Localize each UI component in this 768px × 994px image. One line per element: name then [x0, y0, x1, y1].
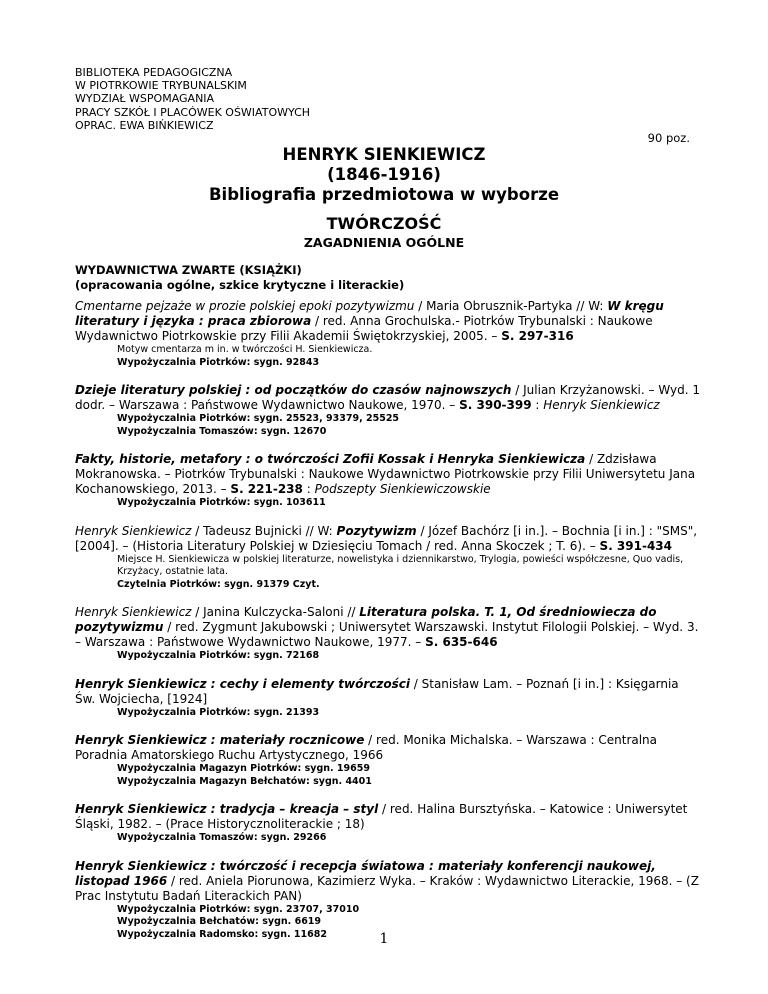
- bibliography-list: [75, 299, 700, 955]
- citation-part: Henryk Sienkiewicz: [75, 523, 192, 538]
- bibliography-entry: [75, 605, 700, 663]
- entry-location: Wypożyczalnia Tomaszów: sygn. 29266: [117, 832, 327, 843]
- citation-part: Henryk Sienkiewicz: [75, 605, 192, 619]
- entry-location: Wypożyczalnia Piotrków: sygn. 103611: [117, 497, 326, 508]
- citation-part: Henryk Sienkiewicz : tradycja – kreacja – styl: [75, 802, 379, 816]
- entry-location: Czytelnia Piotrków: sygn. 91379 Czyt.: [117, 578, 320, 590]
- header-line: PRACY SZKÓŁ I PLACÓWEK OŚWIATOWYCH: [75, 105, 311, 119]
- bibliography-entry: [75, 802, 700, 845]
- entry-citation: [75, 733, 700, 763]
- entry-citation: [75, 452, 700, 497]
- category-heading: [75, 263, 404, 293]
- citation-part: / Julian Krzyżanowski. – Wyd. 1 dodr. – Warszawa : Państwowe Wydawnictwo Naukowe, 1970. –: [75, 383, 700, 412]
- page-number: 1: [379, 931, 389, 947]
- entry-location: Wypożyczalnia Tomaszów: sygn. 12670: [117, 425, 327, 437]
- citation-part: / red. Anna Grochulska.- Piotrków Trybunalski : Naukowe Wydawnictwo Piotrkowskie przy Filii Akademii Świętokrzyskiej, 2005. –: [75, 314, 653, 343]
- category-subtitle: (opracowania ogólne, szkice krytyczne i literackie): [75, 278, 405, 292]
- entry-citation: [75, 524, 700, 554]
- citation-part: Henryk Sienkiewicz : twórczość i recepcja światowa : materiały konferencji naukowej, listopad 1966: [75, 858, 656, 888]
- item-count: 90 poz.: [647, 131, 690, 145]
- entry-location: Wypożyczalnia Piotrków: sygn. 21393: [117, 706, 320, 718]
- bibliography-entry: [75, 677, 700, 720]
- header-line: W PIOTRKOWIE TRYBUNALSKIM: [75, 79, 247, 93]
- entry-citation: [75, 677, 700, 707]
- subsection-heading: ZAGADNIENIA OGÓLNE: [303, 235, 465, 250]
- citation-part: W kręgu literatury i języka : praca zbiorowa: [75, 299, 664, 328]
- citation-part: S. 635-646: [425, 635, 498, 649]
- bibliography-entry: [75, 733, 700, 788]
- entry-location: Wypożyczalnia Piotrków: sygn. 92843: [117, 356, 320, 368]
- citation-part: / Tadeusz Bujnicki // W:: [191, 523, 337, 538]
- citation-part: / red. Aniela Piorunowa, Kazimierz Wyka. – Kraków : Wydawnictwo Literackie, 1968. – (Z Prac Instytutu Badań Literackich PAN): [75, 873, 699, 903]
- entry-location: Wypożyczalnia Piotrków: sygn. 25523, 93379, 25525: [117, 413, 400, 424]
- citation-part: / red. Zygmunt Jakubowski ; Uniwersytet Warszawski. Instytut Filologii Polskiej. – Wyd. 3. – Warszawa : Państwowe Wydawnictwo Naukowe, 1977. –: [75, 620, 699, 649]
- bibliography-entry: [75, 299, 700, 369]
- citation-part: S. 391-434: [599, 538, 673, 553]
- entry-location: Wypożyczalnia Magazyn Bełchatów: sygn. 4401: [117, 775, 372, 787]
- header-line: BIBLIOTEKA PEDAGOGICZNA: [75, 66, 233, 79]
- bibliography-entry: [75, 452, 700, 510]
- citation-part: :: [531, 398, 544, 412]
- category-title: WYDAWNICTWA ZWARTE (KSIĄŻKI): [75, 263, 302, 277]
- citation-part: S. 297-316: [501, 329, 574, 343]
- citation-part: / Stanisław Lam. – Poznań [i in.] : Księgarnia Św. Wojciecha, [1924]: [75, 676, 679, 706]
- citation-part: Cmentarne pejzaże w prozie polskiej epoki pozytywizmu: [75, 299, 415, 313]
- entry-citation: [75, 299, 700, 344]
- entry-note: Motyw cmentarza m in. w twórczości H. Sienkiewicza.: [117, 344, 373, 355]
- citation-part: Dzieje literatury polskiej : od początków do czasów najnowszych: [75, 383, 512, 397]
- section-heading: TWÓRCZOŚĆ: [326, 214, 442, 233]
- citation-part: Henryk Sienkiewicz: [543, 398, 660, 412]
- entry-location: Wypożyczalnia Piotrków: sygn. 72168: [117, 650, 320, 661]
- citation-part: S. 221-238: [230, 482, 303, 496]
- bibliography-entry: [75, 383, 700, 438]
- document-subtitle: Bibliografia przedmiotowa w wyborze: [208, 185, 560, 204]
- entry-citation: [75, 383, 700, 413]
- citation-part: / red. Halina Bursztyńska. – Katowice : Uniwersytet Śląski, 1982. – (Prace Historycznoliterackie ; 18): [75, 802, 688, 831]
- author-years: (1846-1916): [327, 165, 441, 184]
- citation-part: / Maria Obrusznik-Partyka // W:: [414, 299, 608, 313]
- citation-part: Fakty, historie, metafory : o twórczości Zofii Kossak i Henryka Sienkiewicza: [75, 452, 586, 466]
- citation-part: Literatura polska. T. 1, Od średniowiecza do pozytywizmu: [75, 605, 657, 634]
- entry-location: Wypożyczalnia Bełchatów: sygn. 6619: [117, 916, 322, 927]
- entry-citation: [75, 605, 700, 650]
- header-line: OPRAC. EWA BIŃKIEWICZ: [75, 118, 214, 132]
- author-name: HENRYK SIENKIEWICZ: [282, 145, 486, 164]
- citation-part: Henryk Sienkiewicz : cechy i elementy twórczości: [75, 676, 410, 691]
- entry-location: Wypożyczalnia Radomsko: sygn. 11682: [117, 928, 327, 940]
- bibliography-entry: [75, 524, 700, 592]
- library-header: [75, 66, 310, 132]
- citation-part: / red. Monika Michalska. – Warszawa : Centralna Poradnia Amatorskiego Ruchu Artystycznego, 1966: [75, 733, 658, 762]
- entry-location: Wypożyczalnia Magazyn Piotrków: sygn. 19659: [117, 763, 370, 774]
- citation-part: / Janina Kulczycka-Saloni //: [191, 605, 360, 619]
- citation-part: / Józef Bachórz [i in.]. – Bochnia [i in.] : "SMS", [2004]. – (Historia Literatury Polskiej w Dziesięciu Tomach / red. Anna Skoczek ; T. 6). –: [75, 523, 698, 553]
- citation-part: Henryk Sienkiewicz : materiały rocznicowe: [75, 733, 365, 747]
- document-title: [0, 145, 768, 205]
- entry-note: Miejsce H. Sienkiewicza w polskiej literaturze, nowelistyka i dziennikarstwo, Trylogia, powieści współczesne, Quo vadis, Krzyżacy, ostatnie lata.: [117, 553, 684, 577]
- header-line: WYDZIAŁ WSPOMAGANIA: [75, 92, 215, 106]
- citation-part: :: [302, 482, 315, 496]
- citation-part: Pozytywizm: [336, 523, 417, 538]
- entry-location: Wypożyczalnia Piotrków: sygn. 23707, 37010: [117, 903, 360, 915]
- entry-citation: [75, 859, 700, 904]
- citation-part: S. 390-399: [459, 398, 532, 412]
- citation-part: Podszepty Sienkiewiczowskie: [314, 482, 491, 496]
- citation-part: / Zdzisława Mokranowska. – Piotrków Trybunalski : Naukowe Wydawnictwo Piotrkowskie przy Filii Uniwersytetu Jana Kochanowskiego, 2013. –: [75, 452, 696, 496]
- bibliography-entry: [75, 859, 700, 942]
- entry-citation: [75, 802, 700, 832]
